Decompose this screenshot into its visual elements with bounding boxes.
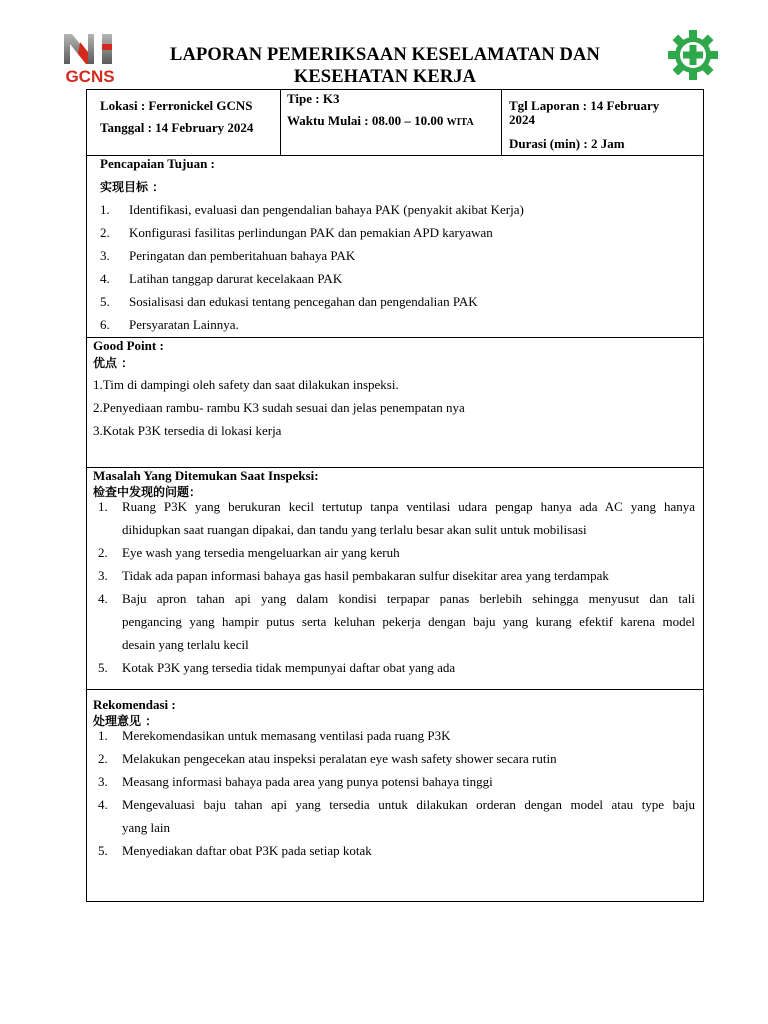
durasi-text: Durasi (min) : 2 Jam (509, 136, 625, 151)
pencapaian-list (100, 198, 690, 336)
list-item: 1. Ruang P3K yang berukuran kecil tertutup tanpa ventilasi udara pengap hanya ada AC yang hanya dihidupkan saat ruangan dipakai, dan tandu yang terlalu besar akan sulit untuk mobilisasi (98, 499, 695, 537)
list-item: 3. Tidak ada papan informasi bahaya gas hasil pembakaran sulfur disekitar area yang terdampak (98, 568, 609, 583)
header-row (87, 90, 703, 156)
good-point-list (93, 373, 693, 442)
pencapaian-heading: Pencapaian Tujuan : (100, 156, 215, 171)
pencapaian-section (87, 156, 703, 338)
title-line-1: LAPORAN PEMERIKSAAN KESELAMATAN DAN (170, 45, 600, 65)
list-item: 4. Baju apron tahan api yang dalam kondisi terpapar panas berlebih sehingga menyusut dan tali pengancing yang hampir putus serta keluhan pekerja dengan baju yang kurang efektif karena model desain yang terlalu kecil (98, 591, 695, 652)
header-divider (501, 90, 502, 156)
list-item: 2.Penyediaan rambu- rambu K3 sudah sesuai dan jelas penempatan nya (93, 400, 465, 415)
list-item: 4. Latihan tanggap darurat kecelakaan PAK (100, 271, 343, 286)
list-item: 2. Melakukan pengecekan atau inspeksi peralatan eye wash safety shower secara rutin (98, 751, 557, 766)
page-title (130, 44, 640, 88)
good-point-heading-cn: 优点 ： (93, 356, 134, 370)
masalah-heading: Masalah Yang Ditemukan Saat Inspeksi: (93, 468, 319, 483)
list-item: 5. Sosialisasi dan edukasi tentang pencegahan dan pengendalian PAK (100, 294, 478, 309)
list-item: 2. Konfigurasi fasilitas perlindungan PAK dan pemakian APD karyawan (100, 225, 493, 240)
masalah-list (98, 495, 695, 679)
safety-cross-gear-icon (660, 30, 724, 80)
tipe-text: Tipe : K3 (287, 91, 340, 106)
list-item: 1.Tim di dampingi oleh safety dan saat dilakukan inspeksi. (93, 377, 399, 392)
rekomendasi-heading: Rekomendasi : (93, 697, 176, 712)
logo-company-text: GCNS (65, 67, 115, 86)
list-item: 5. Kotak P3K yang tersedia tidak mempunyai daftar obat yang ada (98, 660, 456, 675)
list-item: 3. Peringatan dan pemberitahuan bahaya PAK (100, 248, 356, 263)
rekomendasi-section (87, 690, 703, 901)
waktu-text: Waktu Mulai : 08.00 – 10.00 WITA (287, 113, 474, 128)
rekomendasi-heading-cn: 处理意见 ： (93, 714, 158, 728)
pencapaian-heading-cn: 实现目标 ： (100, 180, 165, 194)
list-item: 1. Merekomendasikan untuk memasang ventilasi pada ruang P3K (98, 728, 451, 743)
masalah-heading-cn: 检查中发现的问题： (93, 485, 202, 499)
good-point-section (87, 338, 703, 468)
masalah-section (87, 468, 703, 690)
tgl-laporan-line2: 2024 (509, 112, 535, 127)
waktu-zone: WITA (446, 117, 474, 128)
lokasi-text: Lokasi : Ferronickel GCNS (100, 98, 253, 113)
list-item: 2. Eye wash yang tersedia mengeluarkan air yang keruh (98, 545, 400, 560)
tgl-laporan-line1: Tgl Laporan : 14 February (509, 98, 660, 113)
list-item: 5. Menyediakan daftar obat P3K pada setiap kotak (98, 843, 372, 858)
list-item: 3. Measang informasi bahaya pada area yang punya potensi bahaya tinggi (98, 774, 493, 789)
header-divider (280, 90, 281, 156)
rekomendasi-list (98, 724, 695, 862)
list-item: 3.Kotak P3K tersedia di lokasi kerja (93, 423, 282, 438)
gcns-logo-icon (44, 32, 134, 86)
list-item: 1. Identifikasi, evaluasi dan pengendalian bahaya PAK (penyakit akibat Kerja) (100, 202, 524, 217)
report-frame (86, 89, 704, 902)
list-item: 6. Persyaratan Lainnya. (100, 317, 239, 332)
list-item: 4. Mengevaluasi baju tahan api yang tersedia untuk dilakukan orderan dengan model atau type baju yang lain (98, 797, 695, 835)
good-point-heading: Good Point : (93, 338, 164, 353)
title-line-2: KESEHATAN KERJA (293, 67, 477, 87)
tanggal-text: Tanggal : 14 February 2024 (100, 120, 254, 135)
